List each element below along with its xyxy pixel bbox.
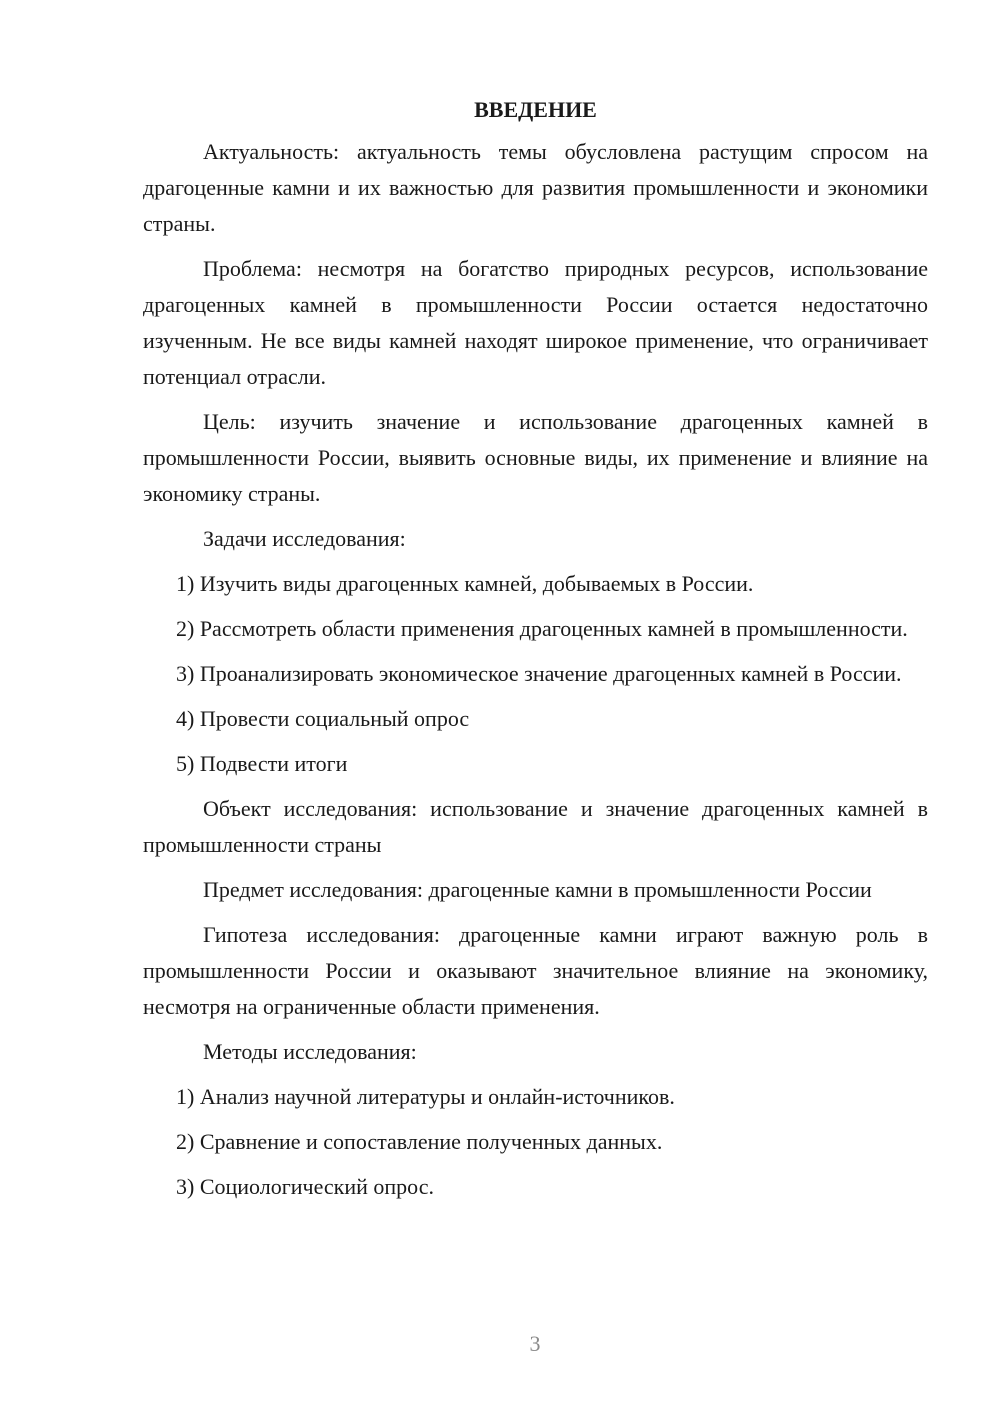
method-item: 3) Социологический опрос. <box>176 1174 434 1199</box>
methods-heading: Методы исследования: <box>203 1039 417 1064</box>
relevance-paragraph: Актуальность: актуальность темы обусловлена растущим спросом на драгоценные камни и их важностью для развития промышленности и экономики страны. <box>143 139 928 236</box>
task-item: 2) Рассмотреть области применения драгоценных камней в промышленности. <box>176 616 908 641</box>
section-title: ВВЕДЕНИЕ <box>474 97 597 122</box>
task-item: 3) Проанализировать экономическое значение драгоценных камней в России. <box>176 661 902 686</box>
object-paragraph: Объект исследования: использование и значение драгоценных камней в промышленности страны <box>143 796 928 857</box>
problem-paragraph: Проблема: несмотря на богатство природных ресурсов, использование драгоценных камней в промышленности России остается недостаточно изученным. Не все виды камней находят широкое применение, что ограничивает потенциал отрасли. <box>143 256 928 389</box>
hypothesis-paragraph: Гипотеза исследования: драгоценные камни играют важную роль в промышленности России и оказывают значительное влияние на экономику, несмотря на ограниченные области применения. <box>143 922 928 1019</box>
method-item: 1) Анализ научной литературы и онлайн-источников. <box>176 1084 675 1109</box>
goal-paragraph: Цель: изучить значение и использование драгоценных камней в промышленности России, выявить основные виды, их применение и влияние на экономику страны. <box>143 409 928 506</box>
task-item: 5) Подвести итоги <box>176 751 348 776</box>
subject-paragraph: Предмет исследования: драгоценные камни в промышленности России <box>203 877 872 902</box>
document-page <box>143 92 928 1214</box>
task-item: 1) Изучить виды драгоценных камней, добываемых в России. <box>176 571 754 596</box>
method-item: 2) Сравнение и сопоставление полученных данных. <box>176 1129 663 1154</box>
task-item: 4) Провести социальный опрос <box>176 706 470 731</box>
tasks-heading: Задачи исследования: <box>203 526 406 551</box>
page-number: 3 <box>529 1331 541 1356</box>
